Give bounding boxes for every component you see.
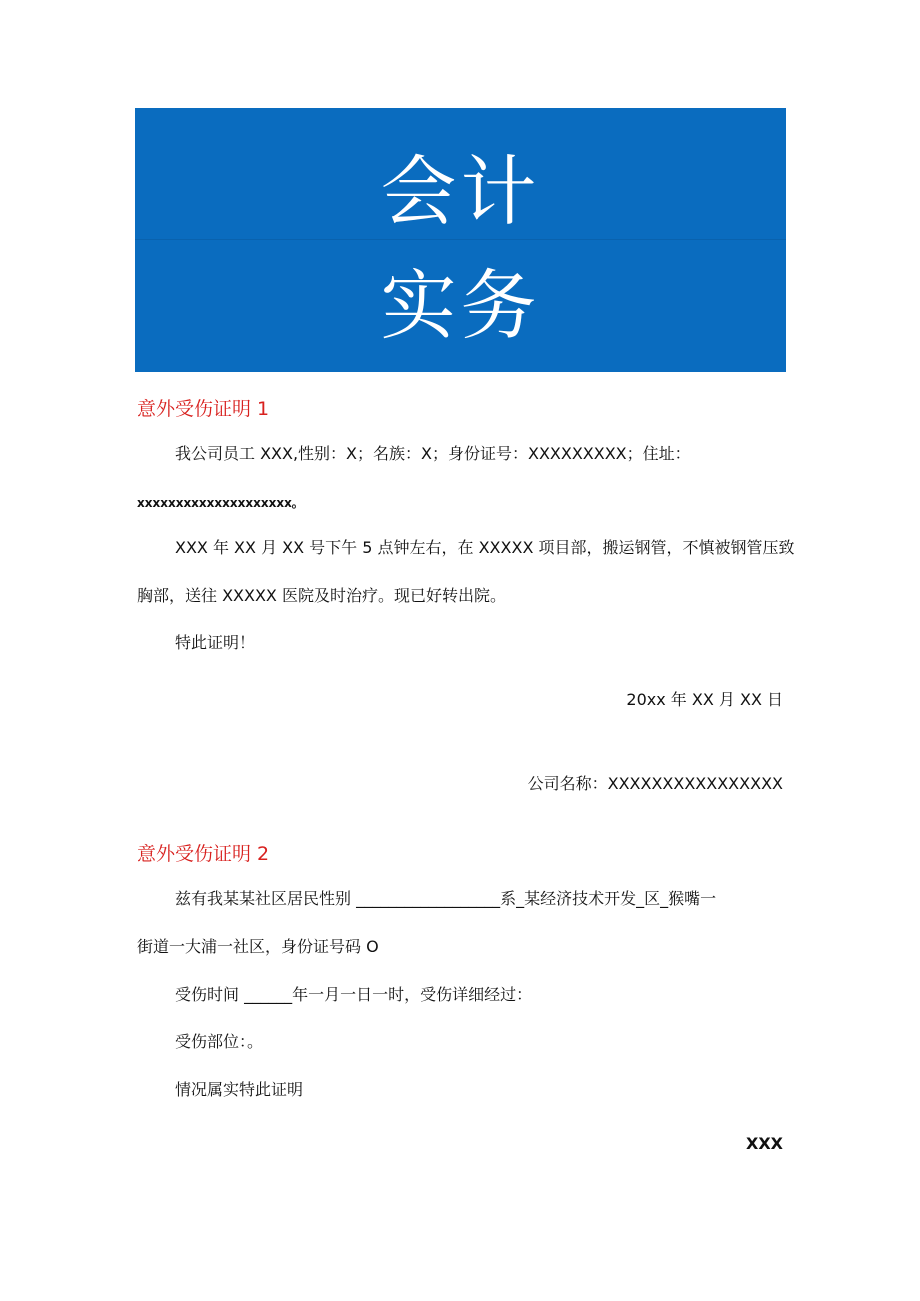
section1-date: 20xx 年 XX 月 XX 日: [626, 690, 783, 709]
section1-paragraph3: 特此证明！: [175, 633, 256, 652]
section1-paragraph1-line2: xxxxxxxxxxxxxxxxxxxx。: [137, 496, 304, 510]
section2-paragraph1-line2: 街道一大浦一社区，身份证号码 O: [137, 937, 379, 956]
section2-paragraph3: 受伤部位：。: [175, 1032, 264, 1051]
section2-signature: XXX: [745, 1134, 783, 1153]
section2-paragraph1-line1: 兹有我某某社区居民性别 __________________系_某经济技术开发_区_猴嘴一: [175, 889, 717, 908]
banner-divider: [135, 239, 786, 240]
section1-heading: 意外受伤证明 1: [137, 398, 270, 420]
section1-paragraph2-line1: XXX 年 XX 月 XX 号下午 5 点钟左右，在 XXXXX 项目部，搬运钢管，不慎被钢管压致: [175, 538, 795, 557]
section1-paragraph2-line2: 胸部，送往 XXXXX 医院及时治疗。现已好转出院。: [137, 586, 506, 605]
banner-title-line-2: 实务: [380, 261, 541, 350]
section2-paragraph4: 情况属实特此证明: [175, 1080, 304, 1099]
section2-paragraph2: 受伤时间 ______年一月一日一时，受伤详细经过：: [175, 985, 533, 1004]
section2-heading: 意外受伤证明 2: [137, 843, 270, 865]
section1-paragraph1-line1: 我公司员工 XXX,性别：X；名族：X；身份证号：XXXXXXXXX；住址：: [175, 444, 691, 463]
title-banner: [135, 108, 786, 372]
banner-title-line-1: 会计: [380, 147, 541, 236]
section1-company-name: 公司名称：XXXXXXXXXXXXXXXX: [527, 774, 783, 793]
